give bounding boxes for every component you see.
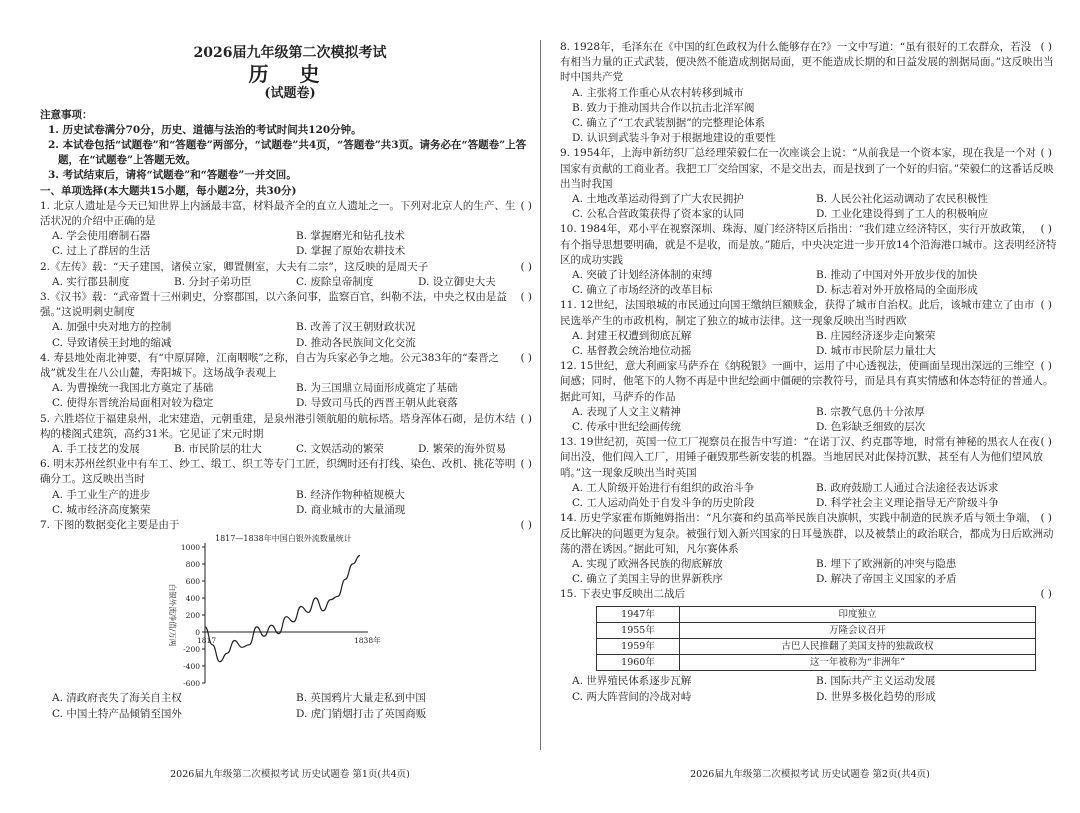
option: C. 公私合营政策获得了资本家的认同	[572, 208, 744, 221]
question-text: 3.《汉书》载：“武帝置十三州刺史，分察郡国，以六条问事，监察百官，纠勒不法，中央之权由是益强。”这说明刺史制度	[40, 291, 507, 319]
option: D. 解决了帝国主义国家的矛盾	[816, 573, 957, 586]
question-text: 13. 19世纪初，英国一位工厂视察员在报告中写道：“在诺丁汉、约克郡等地，时常有神秘的黑衣人在夜间出没，他们闯入工厂，用锤子砸毁那些新安装的机器。当地居民对此保持沉默，甚至有人为他们望风放哨。”这一现象反映出当时英国	[560, 436, 1043, 479]
option: B. 推动了中国对外开放步伐的加快	[816, 269, 978, 282]
options	[560, 557, 1060, 587]
table-year: 1947年	[597, 606, 680, 622]
question-text: 4. 寿县地处南北神要，有“中原屏障，江南咽喉”之称，自古为兵家必争之地。公元383年的“秦晋之战”就发生在八公山麓，寿阳城下。这场战争表观上	[40, 351, 499, 380]
question-text: 10. 1984年，邓小平在视察深圳、珠海、厦门经济特区后指出：“我们建立经济特区，实行开放政策，有个指导思想要明确，就是不是收，而是放。”随后，中央决定进一步开放14个沿海港口城市。这表明经济特区的成功实践	[560, 223, 1057, 266]
question-text: 14. 历史学家霍布斯鲍姆指出：“凡尔赛和约虽高举民族自决旗帜，实践中制造的民族矛盾与领土争端，反比解决的问题更为复杂。被强行划入新兴国家的日耳曼族群，以及被禁止的政治联合，都成为日后欧洲动荡的潜在诱因。”据此可知，凡尔赛体系	[560, 512, 1054, 555]
answer-paren: ( )	[1040, 512, 1052, 525]
option: D. 色彩缺乏细致的层次	[816, 421, 926, 434]
option: A. 世界殖民体系逐步瓦解	[572, 675, 692, 688]
x-end-label: 1838年	[354, 636, 381, 646]
option: B. 致力于推动国共合作以抗击北洋军阀	[572, 101, 755, 114]
options	[560, 329, 1060, 359]
silver-outflow-chart	[160, 533, 390, 689]
question-stem	[560, 40, 1060, 86]
table-row	[597, 638, 1036, 654]
question	[560, 146, 1060, 222]
question-text: 9. 1954年，上海申新纺织厂总经理荣毅仁在一次座谈会上说：“从前我是一个资本家，现在我是一个对国家有贡献的工商业者。我把工厂交给国家，不是交出去，而是找到了一个好的归宿。”荣毅仁的这番话反映出当时我国	[560, 147, 1054, 190]
question-text: 11. 12世纪，法国琅城的市民通过向国王缴纳巨额赎金，获得了城市自治权。此后，该城市建立了由市民选举产生的市政机构，制定了独立的城市法律。这一现象反映出当时西欧	[560, 299, 1035, 327]
option: D. 繁荣的海外贸易	[418, 443, 507, 456]
note-item: 2. 本试卷包括“试题卷”和“答题卷”两部分，“试题卷”共4页，“答题卷”共3页。请务必在“答题卷”上答题，在“试题卷”上答题无效。	[48, 139, 527, 167]
question-text: 5. 六胜塔位于福建泉州，北宋建造，元朝重建，是泉州港引领航船的航标塔。塔身浑体石砌，是仿木结构的楼阁式建筑，高约31米。它见证了宋元时期	[40, 412, 516, 440]
options	[40, 442, 540, 457]
question-stem	[560, 359, 1060, 405]
question-stem	[40, 412, 540, 442]
option: A. 突破了计划经济体制的束缚	[572, 269, 713, 282]
table-year: 1960年	[597, 655, 680, 671]
note-item: 3. 考试结束后，请将“试题卷”和“答题卷”一并交回。	[48, 169, 297, 182]
left-page	[40, 40, 540, 722]
table-row	[597, 622, 1036, 638]
option: C. 确立了市场经济的改革目标	[572, 284, 713, 297]
question-stem	[560, 511, 1060, 557]
right-page	[560, 40, 1060, 705]
paper-type: (试题卷)	[264, 86, 316, 102]
chart-container	[40, 533, 540, 691]
question	[40, 290, 540, 351]
options	[560, 674, 1060, 704]
option: D. 推动各民族间文化交流	[296, 336, 416, 349]
question	[40, 199, 540, 260]
question	[560, 511, 1060, 587]
y-tick-label: 1000	[180, 543, 200, 553]
options	[560, 192, 1060, 222]
options	[560, 86, 1060, 147]
answer-paren: ( )	[520, 458, 532, 471]
options	[40, 691, 540, 721]
table-event: 印度独立	[680, 606, 1036, 622]
question-list-right	[560, 40, 1060, 705]
option: A. 土地改革运动得到了广大农民拥护	[572, 193, 744, 206]
table-event: 这一年被称为“非洲年”	[680, 655, 1036, 671]
option: C. 城市经济高度繁荣	[52, 503, 151, 516]
option: A. 清政府丧失了海关自主权	[52, 692, 182, 705]
option: B. 分封子弟功臣	[174, 275, 252, 288]
option: D. 标志着对外开放格局的全面形成	[816, 284, 978, 297]
table-row	[597, 655, 1036, 671]
question	[560, 298, 1060, 359]
option: D. 掌握了原始农耕技术	[296, 245, 406, 258]
answer-paren: ( )	[1040, 588, 1052, 601]
question-stem	[40, 199, 540, 229]
option: A. 学会使用磨制石器	[52, 230, 151, 243]
question	[560, 359, 1060, 435]
option: A. 手工业生产的进步	[52, 488, 151, 501]
x-start-label: 1817	[197, 636, 217, 646]
option: D. 科学社会主义理论指导无产阶级斗争	[816, 497, 999, 510]
option: B. 埋下了欧洲新的冲突与隐患	[816, 557, 957, 570]
options	[40, 488, 540, 518]
option: C. 导致诸侯王封地的缩减	[52, 336, 172, 349]
option: B. 国际共产主义运动发展	[816, 675, 936, 688]
table-event: 古巴人民推翻了美国支持的独裁政权	[680, 638, 1036, 654]
answer-paren: ( )	[1040, 436, 1052, 449]
question-stem	[40, 351, 540, 381]
option: C. 基督教会统治地位动摇	[572, 345, 692, 358]
question-stem	[40, 518, 540, 533]
question-text: 6. 明末苏州丝织业中有车工、纱工、缎工、织工等专门工匠，织绸时还有打线、染色、改机、挑花等明确分工。这反映出当时	[40, 458, 516, 486]
option: D. 导致司马氏的西晋王朝从此衰落	[296, 397, 458, 410]
question-stem	[40, 260, 540, 275]
answer-paren: ( )	[1040, 223, 1052, 236]
notes-heading: 注意事项：	[40, 108, 93, 121]
question	[40, 518, 540, 722]
option: A. 实现了欧洲各民族的彻底解放	[572, 557, 723, 570]
option: C. 使得东晋统治局面相对较为稳定	[52, 397, 214, 410]
options	[560, 268, 1060, 298]
answer-paren: ( )	[520, 260, 532, 273]
option: C. 文娱活动的繁荣	[296, 443, 384, 456]
answer-paren: ( )	[520, 199, 532, 212]
option: A. 为曹操统一我国北方奠定了基础	[52, 382, 214, 395]
options	[560, 405, 1060, 435]
table-row	[597, 606, 1036, 622]
y-tick-label: 0	[195, 628, 200, 638]
option: B. 政府鼓励工人通过合法途径表达诉求	[816, 481, 999, 494]
series-line	[205, 556, 360, 662]
question-text: 7. 下图的数据变化主要是由于	[40, 519, 180, 532]
options	[40, 320, 540, 350]
question	[40, 260, 540, 290]
option: C. 中国土特产品倾销至国外	[52, 707, 182, 720]
option: B. 市民阶层的壮大	[174, 443, 262, 456]
question	[560, 435, 1060, 511]
answer-paren: ( )	[520, 351, 532, 364]
question	[560, 587, 1060, 704]
question	[560, 40, 1060, 146]
y-tick-label: 400	[185, 594, 200, 604]
question	[40, 351, 540, 412]
option: B. 为三国鼎立局面形成奠定了基础	[296, 382, 458, 395]
question	[40, 457, 540, 518]
question-stem	[560, 146, 1060, 192]
y-tick-label: -400	[183, 662, 200, 672]
question-stem	[560, 435, 1060, 481]
answer-paren: ( )	[1040, 41, 1052, 53]
option: A. 封建王权遭到彻底瓦解	[572, 329, 692, 342]
option: C. 工人运动尚处于自发斗争的历史阶段	[572, 497, 755, 510]
options	[40, 275, 540, 290]
chart-title: 1817—1838年中国白银外流数量统计	[215, 534, 352, 544]
y-tick-label: 200	[185, 611, 200, 621]
exam-title: 2026届九年级第二次模拟考试	[193, 45, 387, 61]
answer-paren: ( )	[1040, 360, 1052, 373]
option: B. 改善了汉王朝财政状况	[296, 321, 416, 334]
y-tick-label: -600	[183, 679, 200, 689]
option: D. 虎门销烟打击了英国商贩	[296, 707, 427, 720]
option: D. 城市市民阶层力量壮大	[816, 345, 936, 358]
question-text: 12. 15世纪，意大利画家马萨乔在《纳税银》一画中，运用了中心透视法，使画面呈现出深远的三维空间感；同时，他笔下的人物不再是中世纪绘画中僵硬的宗教符号，而是具有真实情感和体态特征的普通人。据此可知，马萨乔的作品	[560, 360, 1054, 403]
option: A. 手工技艺的发展	[52, 443, 140, 456]
option: D. 认识到武装斗争对于根据地建设的重要性	[572, 132, 776, 145]
option: B. 庄园经济逐步走向繁荣	[816, 329, 936, 342]
table-year: 1955年	[597, 622, 680, 638]
answer-paren: ( )	[520, 291, 532, 304]
option: C. 传承中世纪绘画传统	[572, 421, 681, 434]
option: D. 商业城市的大量涌现	[296, 503, 406, 516]
option: A. 表现了人文主义精神	[572, 405, 681, 418]
question-stem	[560, 222, 1060, 268]
question	[560, 222, 1060, 298]
y-tick-label: -200	[183, 645, 200, 655]
y-axis-label: 白银外流净值/万两	[168, 584, 177, 647]
options	[40, 381, 540, 411]
question-text: 2.《左传》载：“天子建国，诸侯立家，卿置侧室，大夫有二宗”，这反映的是周天子	[40, 260, 429, 273]
answer-paren: ( )	[520, 519, 532, 532]
option: C. 确立了美国主导的世界新秩序	[572, 573, 723, 586]
option: C. 确立了“工农武装割据”的完整理论体系	[572, 117, 766, 130]
answer-paren: ( )	[1040, 147, 1052, 160]
option: C. 过上了群居的生活	[52, 245, 151, 258]
option: D. 工业化建设得到了工人的积极响应	[816, 208, 989, 221]
note-item: 1. 历史试卷满分70分，历史、道德与法治的考试时间共120分钟。	[48, 123, 362, 136]
option: B. 经济作物种植规模大	[296, 488, 405, 501]
option: B. 人民公社化运动调动了农民积极性	[816, 193, 988, 206]
table-year: 1959年	[597, 638, 680, 654]
options	[560, 481, 1060, 511]
option: A. 加强中央对地方的控制	[52, 321, 172, 334]
y-tick-label: 600	[185, 577, 200, 587]
page-footer: 2026届九年级第二次模拟考试 历史试题卷 第1页(共4页)	[170, 769, 410, 780]
question-stem	[560, 298, 1060, 328]
option: D. 世界多极化趋势的形成	[816, 690, 936, 703]
page-footer: 2026届九年级第二次模拟考试 历史试题卷 第2页(共4页)	[690, 769, 930, 780]
question-list-left	[40, 199, 540, 722]
y-tick-label: 800	[185, 560, 200, 570]
page-divider	[540, 40, 541, 750]
option: B. 掌握磨光和钻孔技术	[296, 230, 405, 243]
subject-title: 历 史	[248, 62, 332, 87]
question	[40, 412, 540, 458]
options	[40, 229, 540, 259]
question-text: 1. 北京人遗址是今天已知世界上内涵最丰富，材料最齐全的直立人遗址之一。下列对北京人的生产、生活状况的介绍中正确的是	[40, 199, 516, 228]
events-table	[596, 606, 1036, 672]
option: B. 宗教气息仍十分浓厚	[816, 405, 925, 418]
option: D. 设立御史大夫	[418, 275, 496, 288]
option: C. 废除皇帝制度	[296, 275, 374, 288]
question-stem	[40, 290, 540, 320]
answer-paren: ( )	[1040, 299, 1052, 312]
option: A. 实行郡县制度	[52, 275, 130, 288]
question-stem	[560, 587, 1060, 602]
question-text: 8. 1928年，毛泽东在《中国的红色政权为什么能够存在?》一文中写道：“虽有很好的工农群众，若没有相当力量的正式武装，便决然不能造成割据局面，更不能造成长期的和日益发展的割据局面。”这反映出当时中国共产党	[560, 41, 1054, 84]
answer-paren: ( )	[520, 412, 532, 425]
table-event: 万隆会议召开	[680, 622, 1036, 638]
option: A. 工人阶级开始进行有组织的政治斗争	[572, 481, 755, 494]
question-stem	[40, 457, 540, 487]
option: B. 英国鸦片大量走私到中国	[296, 692, 426, 705]
option: A. 主张将工作重心从农村转移到城市	[572, 86, 744, 99]
question-text: 15. 下表史事反映出二战后	[560, 588, 686, 601]
option: C. 两大阵营间的冷战对峙	[572, 690, 692, 703]
section-title: 一、单项选择(本大题共15小题，每小题2分，共30分)	[40, 184, 297, 197]
